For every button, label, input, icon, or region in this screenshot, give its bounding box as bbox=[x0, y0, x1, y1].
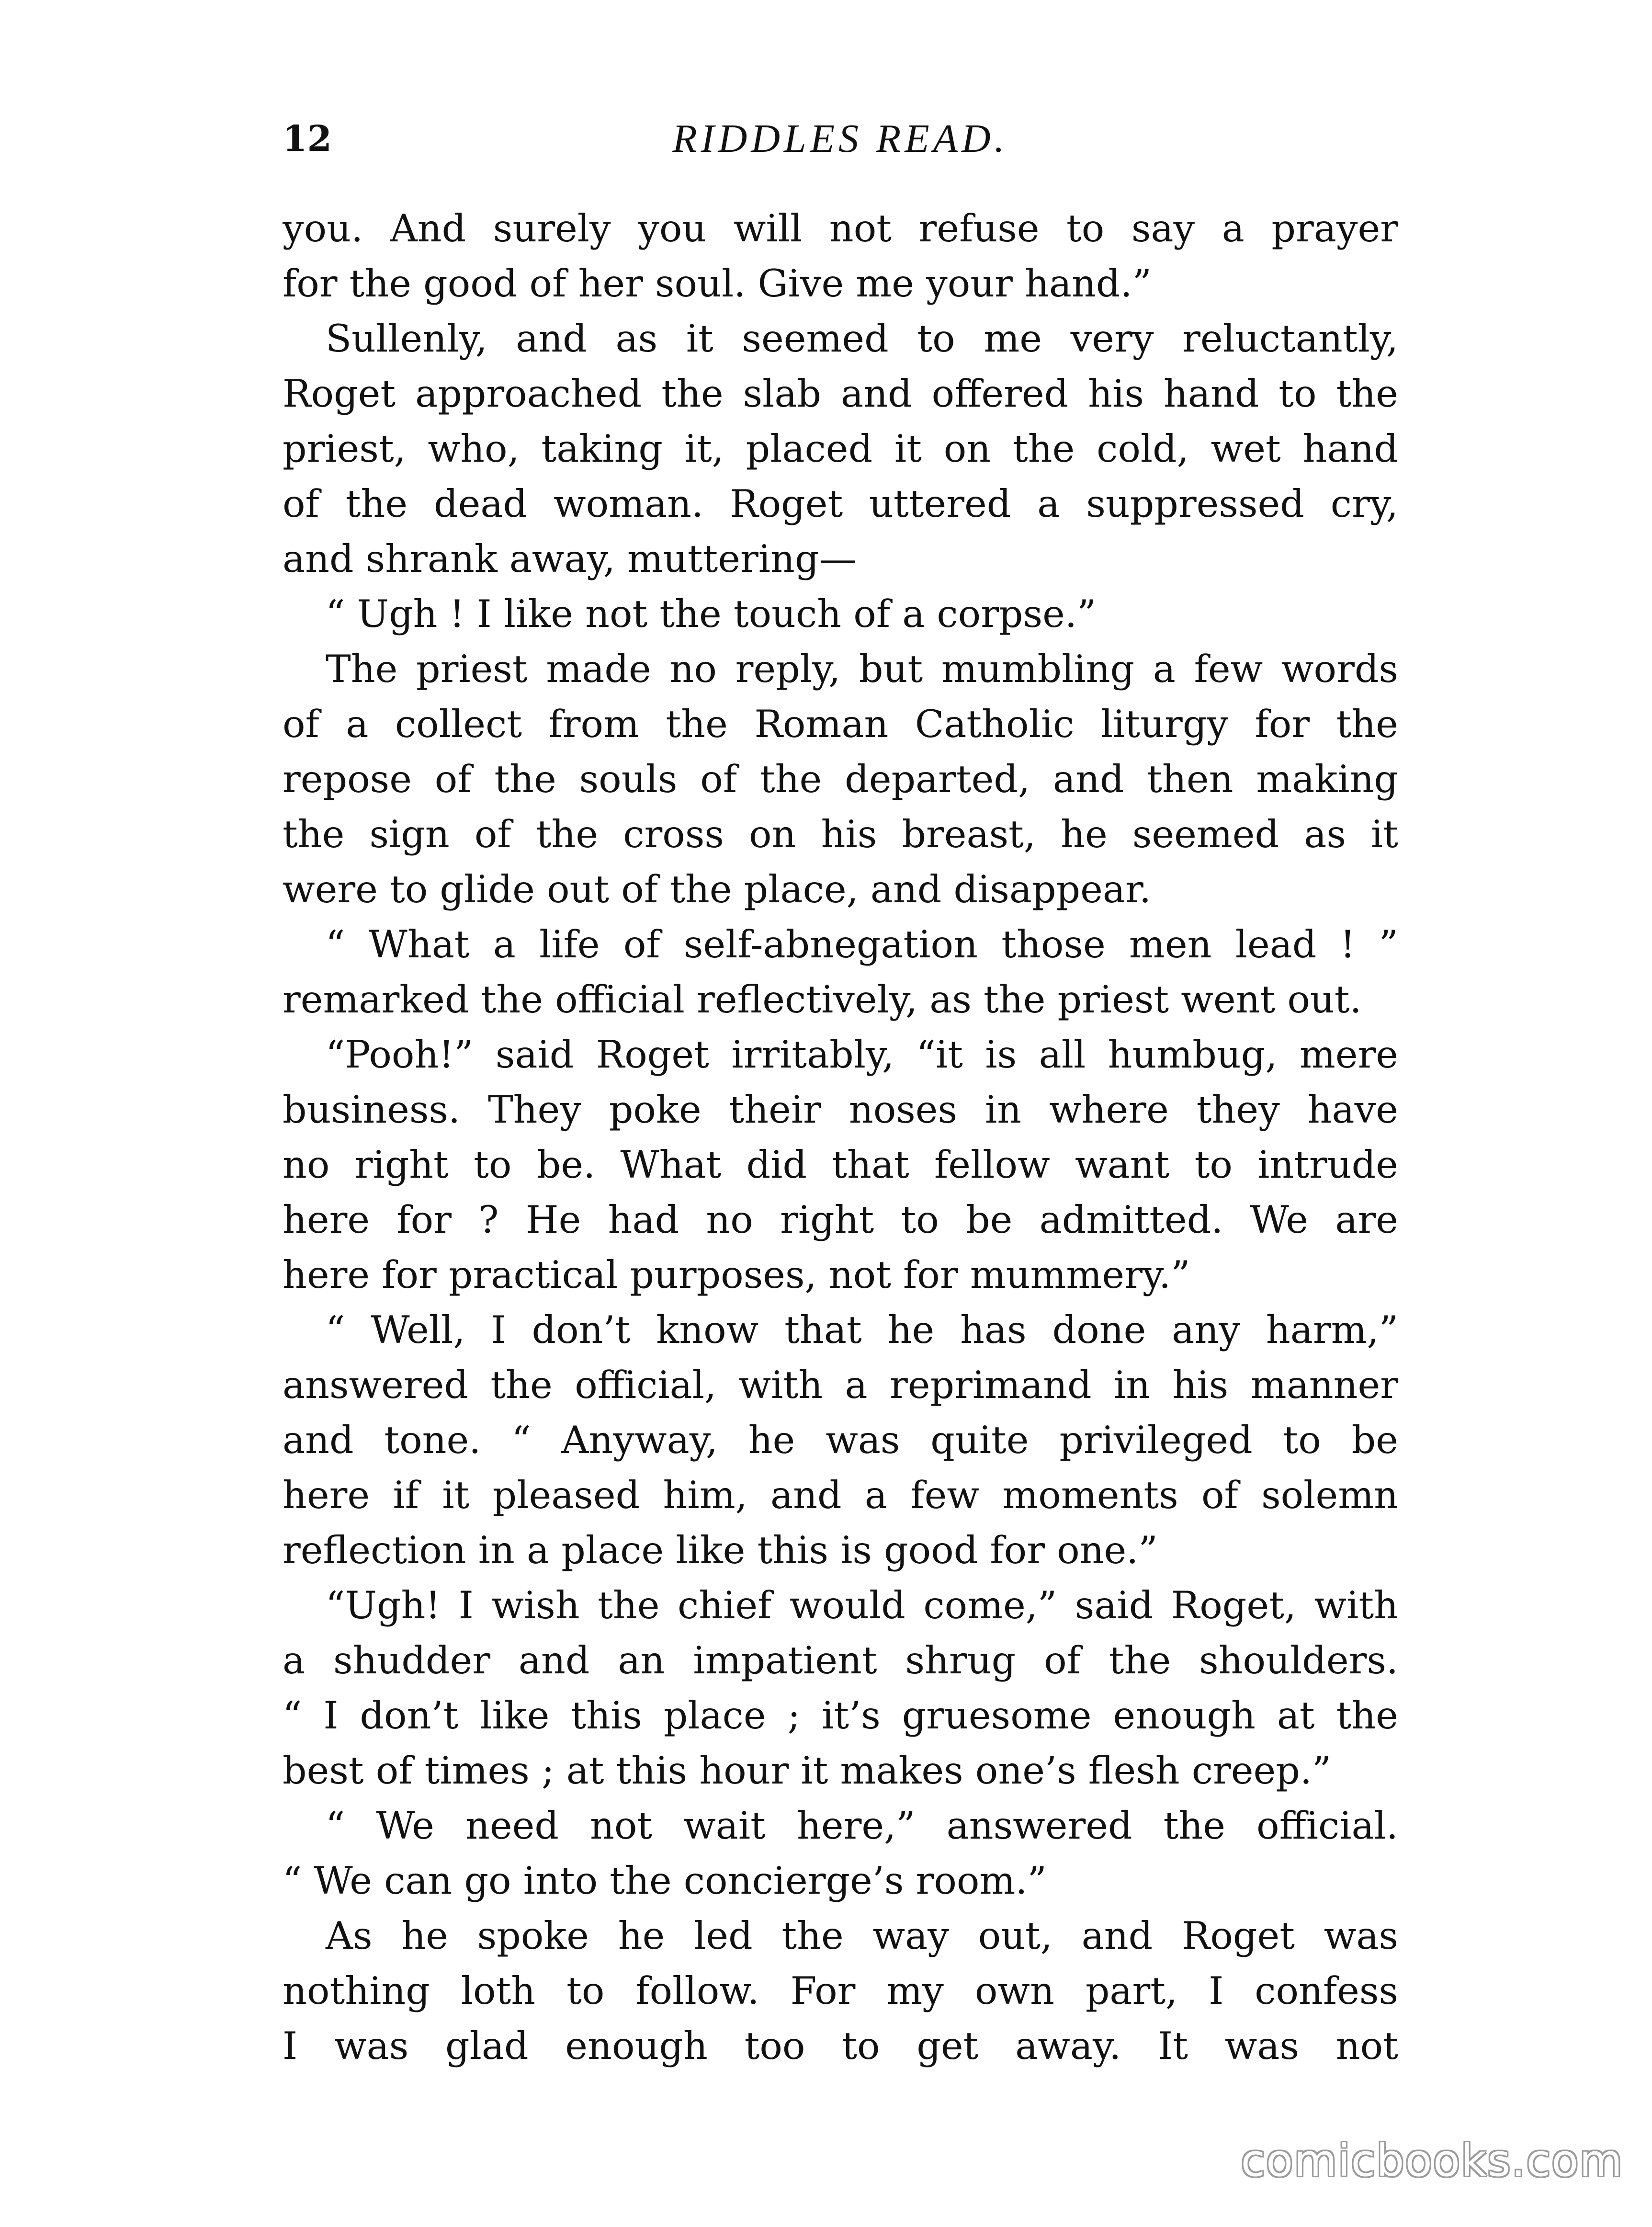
text-line: Sullenly, and as it seemed to me very reluctantly, bbox=[326, 317, 1398, 361]
text-line: a shudder and an impatient shrug of the shoulders. bbox=[283, 1638, 1398, 1682]
text-line: reflection in a place like this is good for one.” bbox=[283, 1528, 1158, 1572]
watermark: comicbooks.com bbox=[1241, 2135, 1623, 2186]
text-line: priest, who, taking it, placed it on the cold, wet hand bbox=[283, 427, 1398, 471]
running-title: RIDDLES READ. bbox=[672, 116, 1008, 161]
text-line: here for ? He had no right to be admitted. We are bbox=[283, 1198, 1398, 1242]
text-line: “ Ugh ! I like not the touch of a corpse.” bbox=[326, 592, 1097, 636]
text-line: “ Well, I don’t know that he has done any harm,” bbox=[326, 1308, 1398, 1352]
text-line: “ We need not wait here,” answered the official. bbox=[326, 1804, 1398, 1848]
text-line: for the good of her soul. Give me your hand.” bbox=[283, 261, 1152, 306]
text-line: here for practical purposes, not for mummery.” bbox=[283, 1253, 1190, 1297]
text-line: I was glad enough too to get away. It was not bbox=[283, 2024, 1398, 2068]
text-line: “ What a life of self-abnegation those men lead ! ” bbox=[326, 922, 1398, 966]
text-line: here if it pleased him, and a few moments of solemn bbox=[283, 1473, 1398, 1517]
body-text bbox=[283, 201, 1398, 2074]
text-line: As he spoke he led the way out, and Roget was bbox=[326, 1914, 1398, 1958]
page-header bbox=[283, 110, 1398, 168]
text-line: of a collect from the Roman Catholic liturgy for the bbox=[283, 702, 1398, 746]
text-line: and shrank away, muttering— bbox=[283, 537, 857, 581]
text-line: you. And surely you will not refuse to say a prayer bbox=[283, 206, 1398, 250]
text-line: were to glide out of the place, and disappear. bbox=[283, 867, 1152, 911]
text-line: “ I don’t like this place ; it’s gruesome enough at the bbox=[283, 1693, 1398, 1738]
text-line: “Pooh!” said Roget irritably, “it is all humbug, mere bbox=[326, 1033, 1398, 1077]
text-line: the sign of the cross on his breast, he seemed as it bbox=[283, 812, 1398, 856]
text-line: answered the official, with a reprimand in his manner bbox=[283, 1363, 1398, 1407]
text-line: business. They poke their noses in where they have bbox=[283, 1088, 1398, 1132]
text-line: repose of the souls of the departed, and then making bbox=[283, 757, 1398, 801]
text-line: “Ugh! I wish the chief would come,” said Roget, with bbox=[326, 1583, 1398, 1627]
page-number: 12 bbox=[283, 118, 332, 159]
text-line: Roget approached the slab and offered his hand to the bbox=[283, 372, 1398, 416]
text-line: of the dead woman. Roget uttered a suppressed cry, bbox=[283, 482, 1398, 526]
text-line: remarked the official reflectively, as the priest went out. bbox=[283, 977, 1362, 1022]
text-line: no right to be. What did that fellow want to intrude bbox=[283, 1143, 1398, 1187]
text-line: The priest made no reply, but mumbling a few words bbox=[326, 647, 1398, 691]
text-line: and tone. “ Anyway, he was quite privileged to be bbox=[283, 1418, 1398, 1462]
text-line: nothing loth to follow. For my own part, I confess bbox=[283, 1969, 1398, 2013]
text-line: best of times ; at this hour it makes one’s flesh creep.” bbox=[283, 1749, 1332, 1793]
text-line: “ We can go into the concierge’s room.” bbox=[283, 1859, 1047, 1903]
